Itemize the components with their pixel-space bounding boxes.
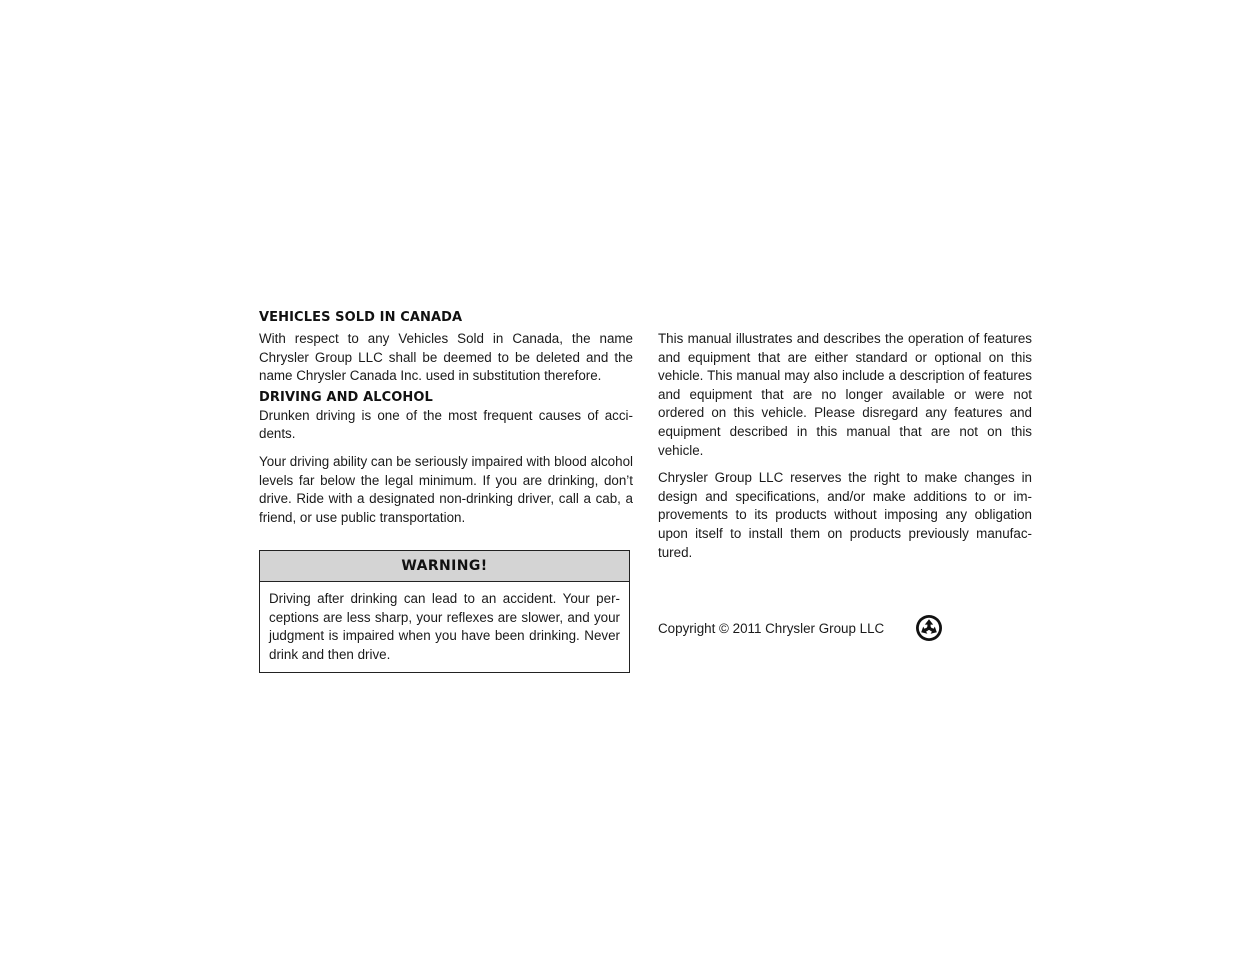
paragraph-drunken-driving: Drunken driving is one of the most frequent causes of accidents. xyxy=(259,407,633,442)
recycle-icon xyxy=(915,614,943,642)
warning-title: WARNING! xyxy=(260,551,629,582)
copyright-text: Copyright © 2011 Chrysler Group LLC xyxy=(658,620,885,636)
heading-driving-and-alcohol: DRIVING AND ALCOHOL xyxy=(259,389,433,405)
warning-box xyxy=(259,550,630,673)
warning-text: Driving after drinking can lead to an accident. Your perceptions are less sharp, your reflexes are slower, and your judgment is impaired when you have been drinking. Never drink and then drive. xyxy=(269,591,620,662)
paragraph-canada: With respect to any Vehicles Sold in Canada, the name Chrysler Group LLC shall be deemed to be deleted and the name Chrysler Canada Inc. used in substitution therefore. xyxy=(259,331,633,384)
left-column xyxy=(259,309,633,527)
heading-vehicles-sold-in-canada: VEHICLES SOLD IN CANADA xyxy=(259,310,463,325)
paragraph-rights-reserved: Chrysler Group LLC reserves the right to make changes in design and specifications, and/or make additions to or improvements to its products without imposing any obligation upon itself to install them on products previously manufactured. xyxy=(658,470,1032,560)
copyright-row xyxy=(658,614,943,642)
paragraph-manual-description: This manual illustrates and describes the operation of features and equipment that are either standard or optional on this vehicle. This manual may also include a description of features and equipment that are no longer available or were not ordered on this vehicle. Please disregard any features and equipment described in this manual that are not on this vehicle. xyxy=(658,331,1032,458)
paragraph-driving-ability: Your driving ability can be seriously impaired with blood alcohol levels far below the legal minimum. If you are drinking, don’t drive. Ride with a designated non-drinking driver, call a cab, a friend, or use public transportation. xyxy=(259,453,633,525)
right-column xyxy=(658,330,1032,562)
